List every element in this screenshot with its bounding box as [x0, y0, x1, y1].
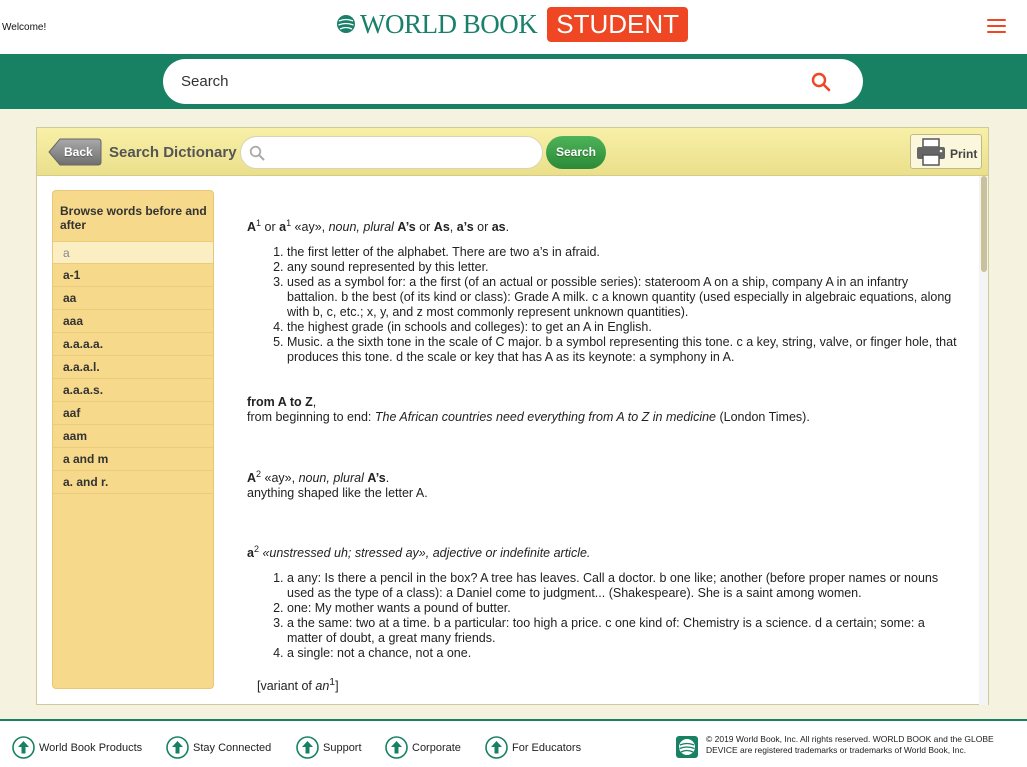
site-search-box — [163, 59, 863, 104]
copyright-block — [676, 734, 1026, 758]
word-list-item[interactable]: a — [53, 241, 213, 264]
dictionary-toolbar — [37, 128, 988, 176]
page-footer — [0, 719, 1027, 767]
sense-item: 3. a the same: two at a time. b a particular: too high a price. c one kind of: Chemistry is a science. d a certain; some: a matter of doubt, a great many friends. — [287, 616, 957, 646]
sense-item: 3. used as a symbol for: a the first (of an actual or possible series): stateroom A on a ship, company A in an infantry battalion. b the best (of its kind or class): Grade A milk. c a known quantity (used especially in algebraic equations, along with b, c, etc.; x, y, and z most commonly represent unknown quantities). — [287, 275, 957, 320]
footer-link-corporate[interactable]: Corporate — [385, 736, 461, 759]
footer-link-support[interactable]: Support — [296, 736, 362, 759]
word-list-item[interactable]: a. and r. — [53, 471, 213, 494]
sense-item: 2. one: My mother wants a pound of butter. — [287, 601, 957, 616]
dictionary-search-box — [240, 136, 543, 169]
word-list-item[interactable]: aaf — [53, 402, 213, 425]
entry-variant-note: [variant of $an^1$] — [257, 677, 339, 694]
logo-text: WORLD BOOK — [360, 8, 538, 39]
copyright-text: © 2019 World Book, Inc. All rights reserved. WORLD BOOK and the GLOBE DEVICE are registered trademarks or trademarks of World Book, Inc. — [706, 734, 994, 755]
definition-content — [247, 176, 979, 705]
up-arrow-circle-icon — [296, 736, 319, 759]
entry-a1 — [247, 216, 957, 365]
globe-logo-icon — [676, 736, 698, 758]
dictionary-title: Search Dictionary — [109, 144, 237, 161]
site-search-input[interactable] — [181, 59, 781, 104]
search-icon[interactable] — [811, 72, 831, 92]
word-list-item[interactable]: aam — [53, 425, 213, 448]
hamburger-menu-icon[interactable] — [987, 19, 1006, 35]
print-label: Print — [950, 147, 978, 161]
entry-a2-article — [247, 542, 957, 661]
student-badge: STUDENT — [547, 7, 688, 42]
footer-link-for-educators[interactable]: For Educators — [485, 736, 581, 759]
browse-words-sidebar — [52, 190, 214, 689]
entry-definition: anything shaped like the letter A. — [247, 486, 428, 501]
up-arrow-circle-icon — [166, 736, 189, 759]
printer-icon — [916, 138, 946, 166]
sense-list — [247, 245, 957, 365]
entry-headword: from A to Z, — [247, 395, 317, 409]
entry-headword: $a^2$ «unstressed uh; stressed ay», adjective or indefinite article. — [247, 544, 591, 561]
footer-link-world-book-products[interactable]: World Book Products — [12, 736, 142, 759]
word-list-item[interactable]: a-1 — [53, 264, 213, 287]
globe-logo-icon — [336, 14, 356, 34]
up-arrow-circle-icon — [485, 736, 508, 759]
sense-item: 5. Music. a the sixth tone in the scale of C major. b a symbol representing this tone. c a key, string, valve, or finger hole, that produces this tone. d the scale or key that has A as its keynote: a symphony in A. — [287, 335, 957, 365]
back-button[interactable] — [48, 138, 102, 166]
welcome-text: Welcome! — [2, 22, 47, 33]
word-list — [53, 241, 213, 494]
word-list-item[interactable]: a.a.a.a. — [53, 333, 213, 356]
dictionary-search-button[interactable]: Search — [546, 136, 606, 169]
sense-item: 1. the first letter of the alphabet. There are two a’s in afraid. — [287, 245, 957, 260]
sense-list — [247, 571, 957, 661]
word-list-item[interactable]: a.a.a.l. — [53, 356, 213, 379]
top-header — [0, 0, 1027, 54]
entry-definition: from beginning to end: The African countries need everything from A to Z in medicine (London Times). — [247, 410, 810, 424]
word-list-item[interactable]: a and m — [53, 448, 213, 471]
word-list-item[interactable]: aa — [53, 287, 213, 310]
back-label: Back — [64, 145, 93, 159]
sense-item: 4. a single: not a chance, not a one. — [287, 646, 957, 661]
search-icon — [249, 145, 265, 161]
dictionary-panel — [36, 127, 989, 705]
print-button[interactable] — [910, 134, 982, 169]
entry-from-a-to-z — [247, 395, 957, 425]
sense-item: 2. any sound represented by this letter. — [287, 260, 957, 275]
sidebar-heading: Browse words before and after — [60, 204, 207, 232]
world-book-logo[interactable] — [336, 6, 688, 42]
scrollbar-thumb[interactable] — [981, 176, 987, 272]
entry-a2-noun — [247, 467, 957, 501]
dictionary-search-input[interactable] — [271, 137, 536, 168]
entry-headword: $A^2$ «ay», noun, plural A’s. — [247, 469, 390, 486]
content-scrollbar[interactable] — [979, 176, 988, 705]
sense-item: 1. a any: Is there a pencil in the box? A tree has leaves. Call a doctor. b one like; another (before proper names or nouns used as the type of a class): a Daniel come to judgment... (Shakespeare). She is a saint among women. — [287, 571, 957, 601]
footer-link-stay-connected[interactable]: Stay Connected — [166, 736, 271, 759]
word-list-item[interactable]: a.a.a.s. — [53, 379, 213, 402]
word-list-item[interactable]: aaa — [53, 310, 213, 333]
up-arrow-circle-icon — [385, 736, 408, 759]
sense-item: 4. the highest grade (in schools and colleges): to get an A in English. — [287, 320, 957, 335]
entry-headword: $A^1$ or $a^1$ «ay», noun, plural A’s or As, a’s or as. — [247, 218, 510, 235]
up-arrow-circle-icon — [12, 736, 35, 759]
site-search-band — [0, 54, 1027, 109]
